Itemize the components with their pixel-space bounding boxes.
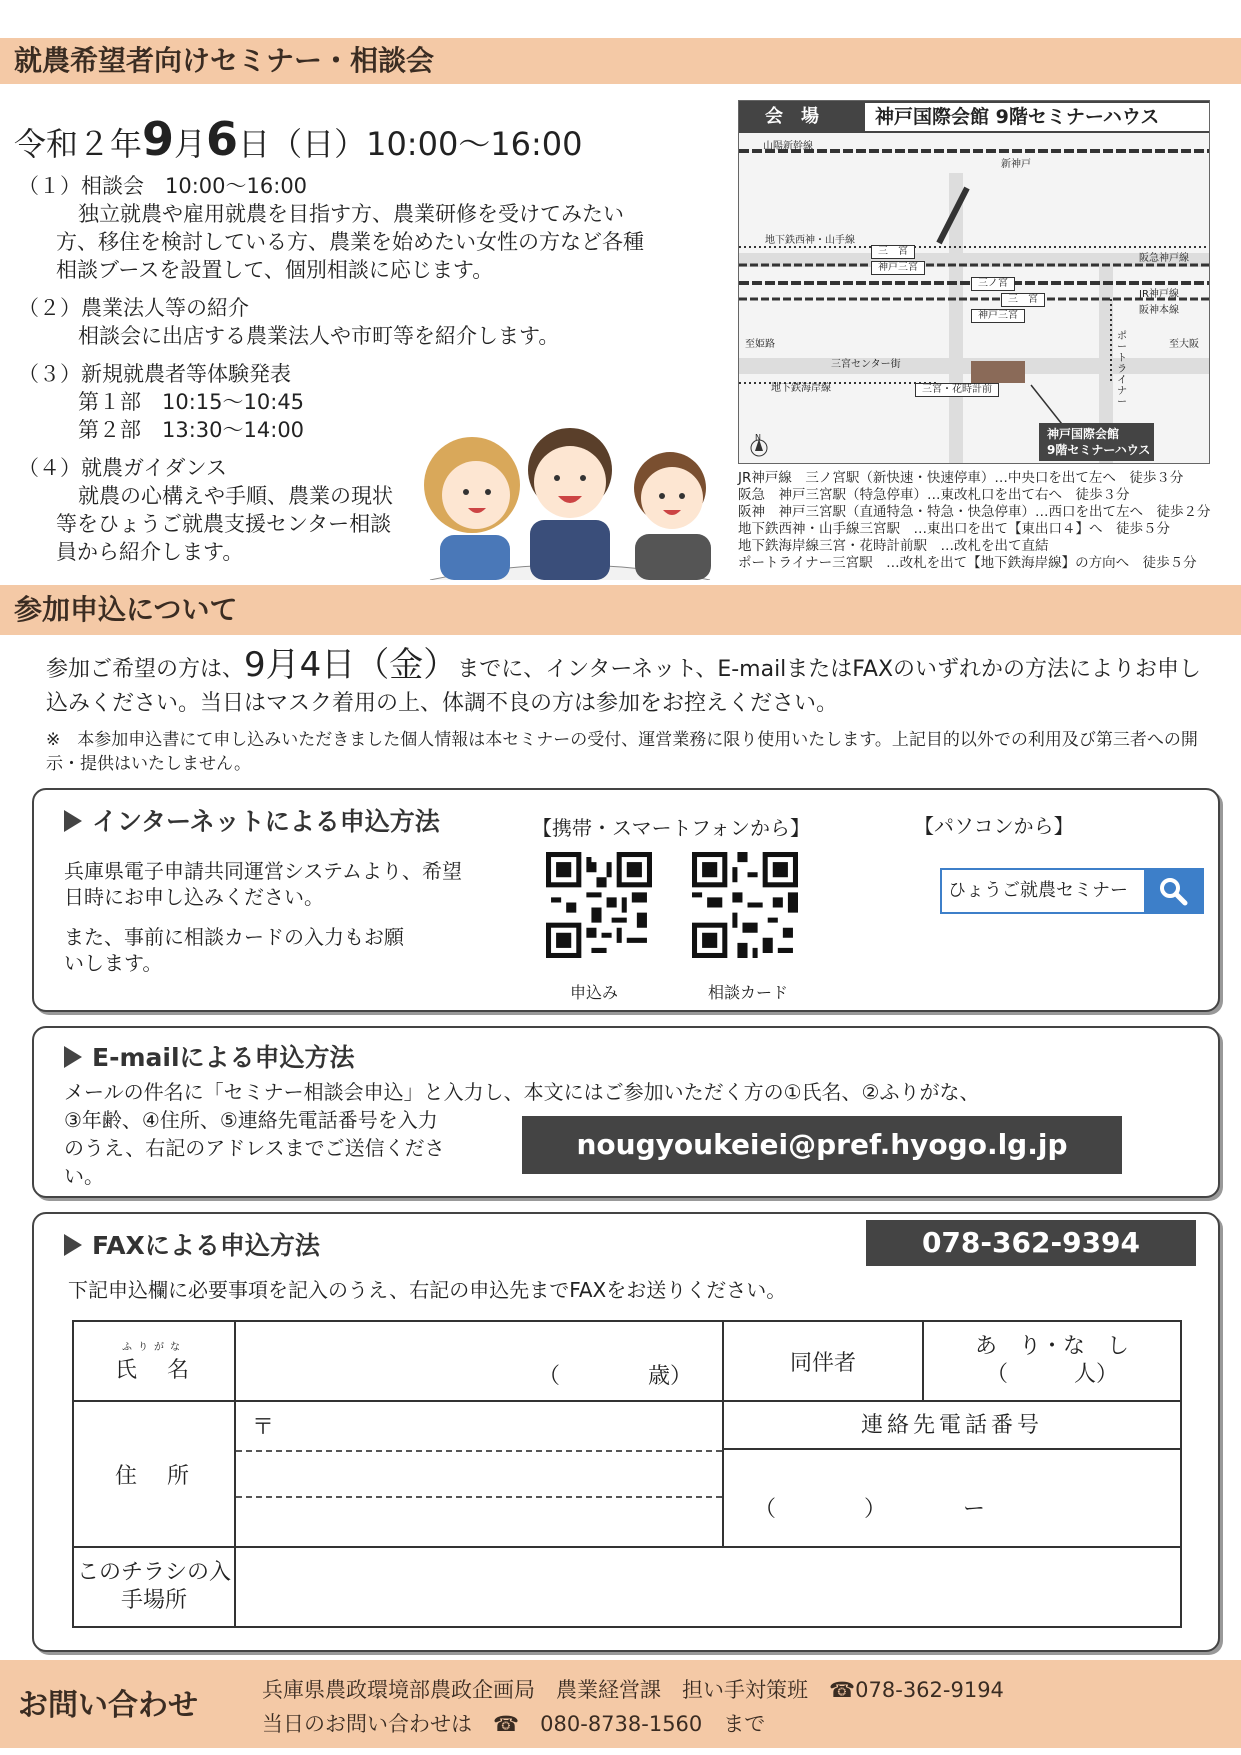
internet-title — [64, 802, 440, 838]
privacy-note: ※ 本参加申込書にて申し込みいただきました個人情報は本セミナーの受付、運営業務に限り使用いたします。上記目的以外での利用及び第三者への開示・提供はいたしません。 — [46, 730, 1198, 774]
email-text-line1: メールの件名に「セミナー相談会申込」と入力し、本文にはご参加いただく方の①氏名、②ふりがな、 — [64, 1080, 980, 1104]
search-icon — [1158, 876, 1188, 906]
date-month: 9 — [142, 112, 175, 166]
email-section — [32, 1026, 1220, 1198]
search-input[interactable] — [940, 868, 1204, 914]
map-station: 神戸三宮 — [871, 261, 925, 275]
map-label: 至大阪 — [1169, 339, 1199, 350]
name-label-cell — [73, 1321, 235, 1401]
internet-title-text: インターネットによる申込方法 — [92, 807, 440, 836]
fax-form — [72, 1320, 1182, 1628]
access-line: 阪神 神戸三宮駅（直通特急・特急・快急停車）…西口を出て左へ 徒歩２分 — [738, 504, 1211, 520]
item-body: 就農の心構えや手順、農業の現状等をひょうご就農支援センター相談員から紹介します。 — [56, 484, 393, 564]
date-day: 6 — [206, 112, 239, 166]
search-button[interactable] — [1144, 870, 1202, 912]
list-item — [18, 454, 398, 566]
map-label: 新神戸 — [1001, 159, 1031, 170]
companion-option: あ り・な し — [974, 1334, 1129, 1359]
item-head: （３）新規就農者等体験発表 — [18, 362, 291, 386]
map-label: 三宮センター街 — [831, 359, 901, 370]
access-line: 阪急 神戸三宮駅（特急停車）…東改札口を出て右へ 徒歩３分 — [738, 487, 1130, 503]
map-station: 三 宮 — [871, 245, 915, 259]
name-label: 氏 名 — [114, 1358, 193, 1383]
fax-title — [64, 1226, 320, 1262]
triangle-icon — [64, 1234, 82, 1256]
email-address[interactable]: nougyoukeiei@pref.hyogo.lg.jp — [522, 1116, 1122, 1174]
phone-format: （ ） ー — [754, 1497, 986, 1522]
map-header — [739, 101, 1210, 133]
access-line: 地下鉄海岸線三宮・花時計前駅 …改札を出て直結 — [738, 538, 1049, 554]
qr-code-apply[interactable] — [546, 852, 652, 958]
email-text-rest: ③年齢、④住所、⑤連絡先電話番号を入力のうえ、右記のアドレスまでご送信ください。 — [64, 1108, 445, 1188]
north-icon: N — [755, 433, 761, 442]
access-line: JR神戸線 三ノ宮駅（新快速・快速停車）…中央口を出て左へ 徒歩３分 — [738, 470, 1184, 486]
pc-label: 【パソコンから】 — [914, 814, 1074, 838]
age-field: （ 歳） — [537, 1364, 692, 1389]
list-item — [18, 172, 658, 284]
fax-number: 078-362-9394 — [866, 1220, 1196, 1266]
map-label: 地下鉄海岸線 — [771, 383, 831, 394]
qr1-caption: 申込み — [570, 983, 619, 1002]
email-title — [64, 1038, 355, 1074]
internet-text1: 兵庫県電子申請共同運営システムより、希望日時にお申し込みください。 — [64, 859, 462, 909]
map-label: ポートライナー — [1117, 331, 1127, 408]
item-body: 相談会に出店する農業法人や市町等を紹介します。 — [78, 324, 560, 348]
map-label: 山陽新幹線 — [763, 141, 813, 152]
phone-label: 連絡先電話番号 — [724, 1402, 1180, 1450]
phone-field[interactable] — [723, 1401, 1181, 1547]
map-station: 三ノ宮 — [971, 277, 1015, 291]
name-field[interactable] — [235, 1321, 723, 1401]
apply-text-after: までに、インターネット、E-mailまたはFAXのいずれかの方法によりお申し込みください。当日はマスク着用の上、体調不良の方は参加をお控えください。 — [46, 657, 1202, 716]
contact-heading: お問い合わせ — [18, 1688, 198, 1723]
date-prefix: 令和２年 — [14, 125, 143, 163]
apply-text-before: 参加ご希望の方は、 — [46, 657, 245, 682]
fax-section — [32, 1212, 1220, 1652]
map-venue-label: 神戸国際会館 — [1047, 427, 1120, 441]
apply-deadline: 9月4日（金） — [244, 645, 458, 685]
search-text: ひょうご就農セミナー — [948, 880, 1128, 901]
map-station: 三 宮 — [1001, 293, 1045, 307]
map-label: 地下鉄西神・山手線 — [765, 235, 855, 246]
item-line: 第２部 13:30〜14:00 — [78, 418, 305, 442]
address-field[interactable] — [235, 1401, 723, 1547]
access-line: ポートライナー三宮駅 …改札を出て【地下鉄海岸線】の方向へ 徒歩５分 — [738, 555, 1197, 571]
seminar-date — [14, 112, 583, 166]
email-title-text: E-mailによる申込方法 — [92, 1043, 355, 1072]
map-station: 三宮・花時計前 — [915, 383, 999, 397]
seminar-heading: 就農希望者向けセミナー・相談会 — [0, 38, 1241, 84]
postal-mark: 〒 — [252, 1415, 275, 1440]
item-body: 独立就農や雇用就農を目指す方、農業研修を受けてみたい方、移住を検討している方、農業を始めたい女性の方など各種相談ブースを設置して、個別相談に応じます。 — [56, 202, 644, 282]
flyer-label: このチラシの入手場所 — [73, 1547, 235, 1627]
list-item — [18, 294, 658, 350]
companion-field[interactable] — [923, 1321, 1181, 1401]
date-rest: （日）10:00〜16:00 — [270, 125, 583, 163]
qr2-caption: 相談カード — [708, 983, 789, 1002]
map-station: 神戸三宮 — [971, 309, 1025, 323]
venue-key: 会場 — [739, 101, 863, 133]
date-month-unit: 月 — [174, 125, 207, 163]
item-head: （４）就農ガイダンス — [18, 456, 227, 480]
map-venue-label: 9階セミナーハウス — [1047, 443, 1151, 457]
map-label: JR神戸線 — [1139, 289, 1179, 300]
people-illustration — [410, 400, 730, 580]
map-label: 阪急神戸線 — [1139, 253, 1189, 264]
apply-heading: 参加申込について — [0, 585, 1241, 635]
date-day-unit: 日 — [238, 125, 271, 163]
apply-text — [46, 645, 1206, 721]
triangle-icon — [64, 810, 82, 832]
access-info — [738, 470, 1218, 572]
internet-text2: また、事前に相談カードの入力もお願いします。 — [64, 925, 404, 975]
venue-map — [738, 100, 1210, 464]
address-label: 住 所 — [73, 1401, 235, 1547]
contact-line2: 当日のお問い合わせは ☎ 080-8738-1560 まで — [262, 1712, 766, 1736]
access-line: 地下鉄西神・山手線三宮駅 …東出口を出て【東出口４】へ 徒歩５分 — [738, 521, 1170, 537]
fax-instructions: 下記申込欄に必要事項を記入のうえ、右記の申込先までFAXをお送りください。 — [68, 1278, 787, 1302]
item-line: 第１部 10:15〜10:45 — [78, 390, 305, 414]
item-head: （１）相談会 10:00〜16:00 — [18, 174, 308, 198]
qr-code-consult[interactable] — [692, 852, 798, 958]
name-ruby: ふりがな — [122, 1342, 186, 1353]
item-head: （２）農業法人等の紹介 — [18, 296, 249, 320]
map-label: 阪神本線 — [1139, 305, 1179, 316]
fax-title-text: FAXによる申込方法 — [92, 1231, 320, 1260]
triangle-icon — [64, 1046, 82, 1068]
mobile-label: 【携帯・スマートフォンから】 — [532, 816, 810, 840]
map-label: 至姫路 — [745, 339, 775, 350]
companion-count: （ 人） — [985, 1362, 1118, 1387]
contact-line1: 兵庫県農政環境部農政企画局 農業経営課 担い手対策班 ☎078-362-9194 — [262, 1678, 1004, 1702]
internet-section — [32, 788, 1220, 1012]
companion-label: 同伴者 — [723, 1321, 923, 1401]
flyer-field[interactable] — [235, 1547, 1181, 1627]
contact-section — [0, 1660, 1241, 1748]
venue-name: 神戸国際会館 9階セミナーハウス — [863, 101, 1210, 133]
